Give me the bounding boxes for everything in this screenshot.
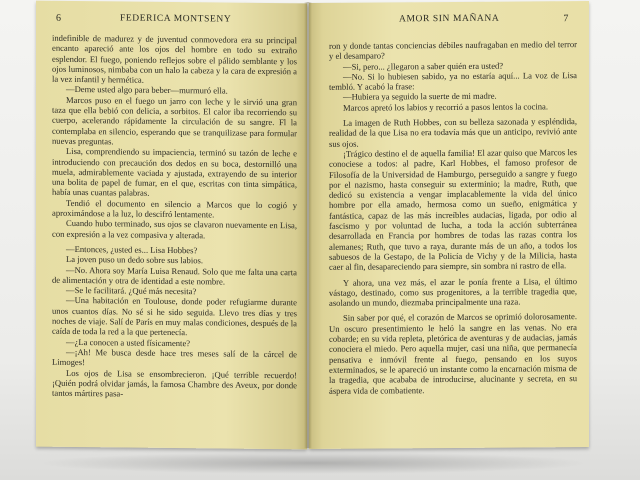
paragraph: Sin saber por qué, el corazón de Marcos se oprimió dolorosamente. Un oscuro presentimiento le heló la sangre en las venas. No era cobarde; en su vida repleta, pletórica de aventuras y de audacias, jamás conociera el miedo. Pero aquella mujer, casi una niña, que permanecía pensativa e inmóvil frente al fuego, pensando en los suyos exterminados, se le apareció un instante como la encarnación misma de la tragedia, que acababa de introducirse, alucinante y secreta, en su áspera vida de combatiente. <box>329 311 577 396</box>
paragraph: Tendió el documento en silencio a Marcos que lo cogió y aproximándose a la luz, lo descifró lentamente. <box>52 197 297 220</box>
paragraph: —¿La conocen a usted físicamente? <box>66 336 191 348</box>
paragraph: —Se le facilitará. ¿Qué más necesita? <box>66 285 197 297</box>
paragraph: —Deme usted algo para beber—murmuró ella. <box>66 84 228 97</box>
book-shadow <box>36 452 591 474</box>
left-running-head: FEDERICA MONTSENY <box>120 13 232 25</box>
paragraph: —Entonces, ¿usted es... Lisa Hobbes? <box>66 243 198 256</box>
left-page-text <box>52 33 297 401</box>
paragraph: Lisa, comprendiendo su impaciencia, terminó su tazón de leche e introduciendo con precaución dos dedos en su boca, destornilló una muela, admirablemente vaciada y ajustada, extrayendo de su interior una bolita de papel de fumar, en el que, escritas con tinta simpática, había unas cuantas palabras. <box>52 146 297 199</box>
right-page <box>309 1 589 449</box>
left-page <box>36 1 307 450</box>
paragraph: La imagen de Ruth Hobbes, con su belleza sazonada y espléndida, realidad de la que Lisa no era todavía más que un anticipo, revivió ante sus ojos. <box>329 116 577 149</box>
right-page-number: 7 <box>563 13 569 25</box>
paragraph: —Hubiera ya seguido la suerte de mi madre. <box>343 91 497 103</box>
right-page-header <box>323 13 575 29</box>
paragraph: La joven puso un dedo sobre sus labios. <box>66 254 204 266</box>
paragraph: —No. Ahora soy María Luisa Renaud. Solo que me falta una carta de alimentación y otra de identidad a este nombre. <box>52 264 297 287</box>
paragraph: Marcos puso en el fuego un jarro con leche y le sirvió una gran taza que ella bebió con delicia, a sorbitos. El calor iba recorriendo su cuerpo, acelerando rápidamente la circulación de su sangre. Fl la contemplaba en silencio, esperando que se tranquilizase para formular nuevas preguntas. <box>52 94 297 147</box>
paragraph: —No. Si lo hubiesen sabido, ya no estaría aquí... La voz de Lisa tembló. Y acabó la frase: <box>329 69 577 93</box>
paragraph: Marcos apretó los labios y recorrió a pasos lentos la cocina. <box>343 101 548 113</box>
paragraph: Y ahora, una vez más, el azar le ponía frente a Lisa, el último vástago, destinado, como sus progenitores, a la terrible tragedia que, asolando un mundo, diezmaba principalmente una raza. <box>329 275 577 308</box>
book-spine-gutter <box>304 2 312 448</box>
paragraph: Los ojos de Lisa se ensombrecieron. ¡Qué terrible recuerdo! ¡Quién podrá olvidar jamás, la famosa Chambre des Aveux, por donde tantos mártires pasa- <box>52 367 297 399</box>
left-page-number: 6 <box>56 12 62 24</box>
paragraph: —Si, pero... ¿llegaron a saber quién era usted? <box>343 60 504 72</box>
paragraph: indefinible de madurez y de juventud conmovedora era su principal encanto apareció ante los ojos del hombre en todo su extraño esplendor. El fuego, poniendo reflejos sobre el pálido semblante y los ojos luminosos, nimbaba con un halo la cabeza y la cara de expresión a la vez infantil y hermética. <box>52 32 297 85</box>
right-page-text <box>329 39 577 396</box>
paragraph: Cuando hubo terminado, sus ojos se clavaron nuevamente en Lisa, con expresión a la vez compasiva y alterada. <box>52 218 297 240</box>
open-book <box>36 2 591 450</box>
paragraph: ¡Trágico destino el de aquella familia! El azar quiso que Marcos les conociese a todos: al padre, Karl Hobbes, el famoso profesor de Filosofía de la Universidad de Hamburgo, perseguido a sangre y fuego por el nazismo, hasta conseguir su exterminio; la madre, Ruth, que dedicó su existencia a vengar implacablemente la vida del único hombre por ella amado, hermosa como un sueño, enigmática y fantástica, capaz de las más increíbles audacias, ligada, por odio al fascismo y por voluntad de lucha, a toda la acción subterránea desarrollada en Francia por hombres de todas las razas contra los alemanes; Ruth, que tuvo a raya, durante más de un año, a todos los sabuesos de la Gestapo, de la Policía de Vichy y de la Milicia, hasta caer al fin, desapareciendo para siempre, sin sombra ni rastro de ella. <box>329 147 577 273</box>
paragraph: —¡Ah! Me busca desde hace tres meses salí de la cárcel de Limoges! <box>52 346 297 368</box>
paragraph: —Una habitación en Toulouse, donde poder refugiarme durante unos cuantos días. No sé si he sido seguida. Llevo tres días y tres noches de viaje. Salí de París en muy malas condiciones, después de la caída de toda la red a la que pertenecía. <box>52 295 297 338</box>
left-page-header <box>50 13 293 30</box>
right-running-head: AMOR SIN MAÑANA <box>399 13 500 25</box>
paragraph: ron y donde tantas conciencias débiles naufragaban en medio del terror y el desamparo? <box>329 39 577 62</box>
